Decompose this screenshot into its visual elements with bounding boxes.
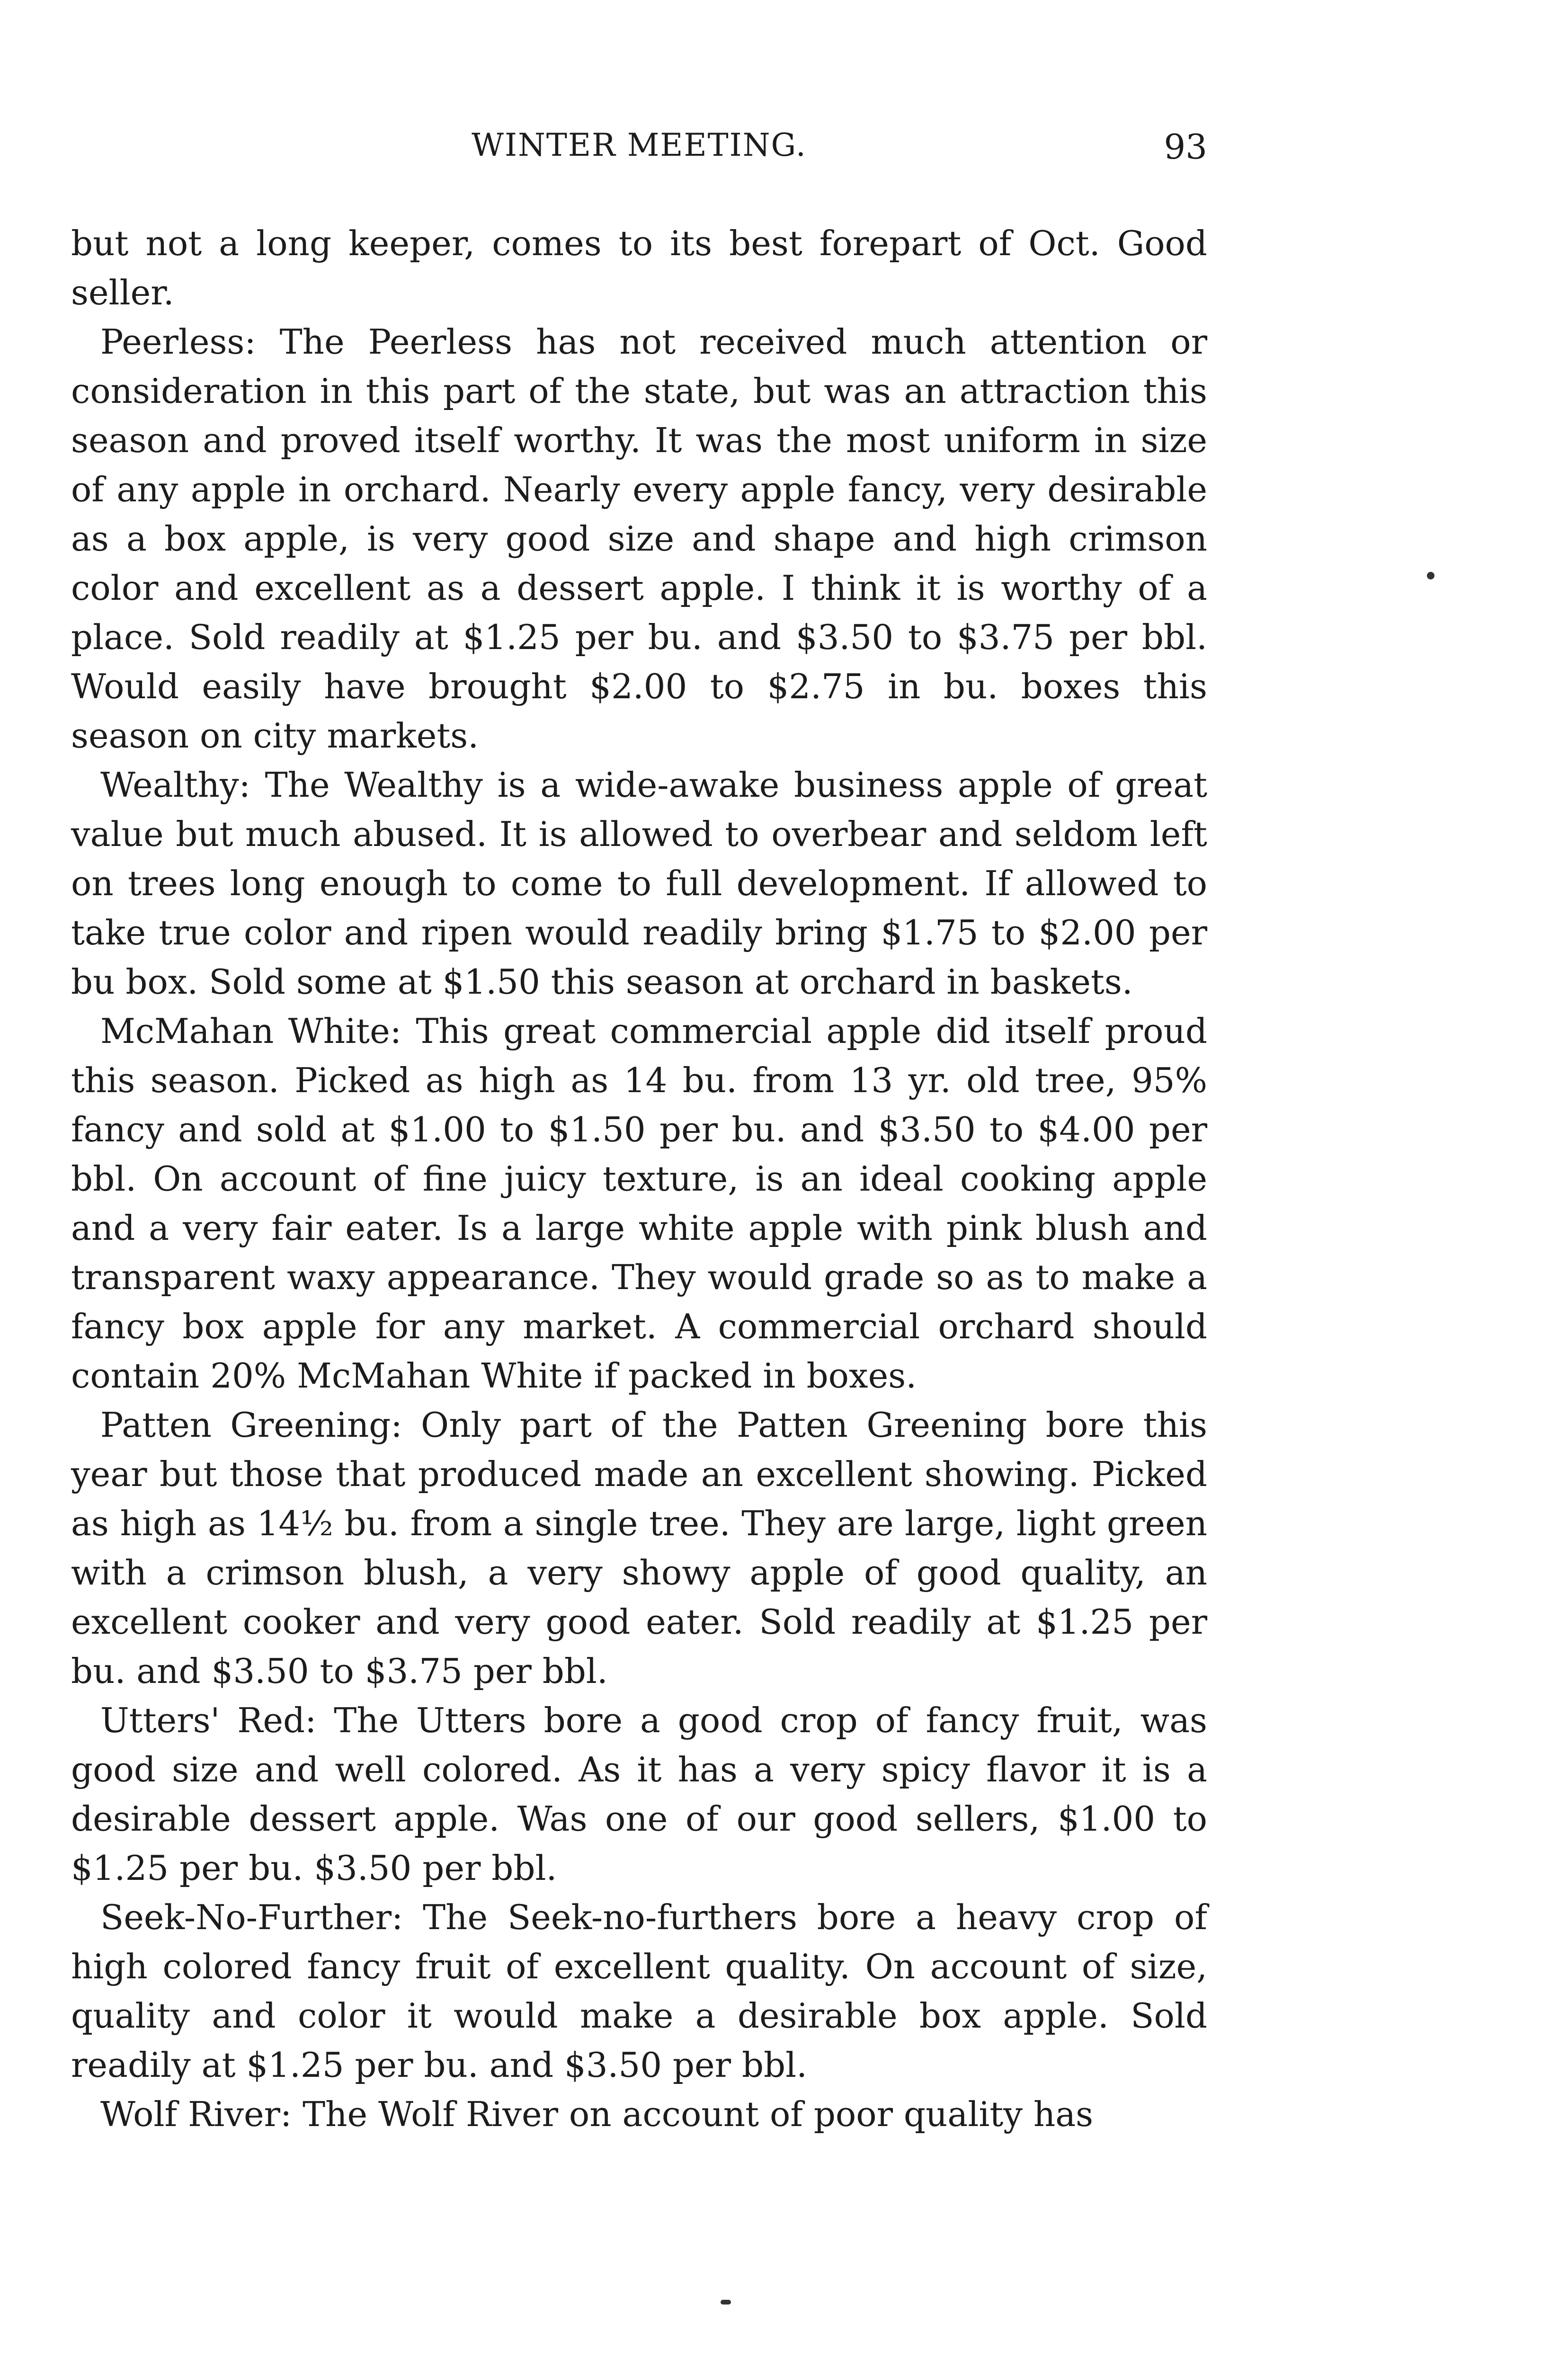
variety-name: Peerless: (100, 322, 256, 362)
running-title: WINTER MEETING. (472, 127, 807, 163)
body-text (71, 219, 1207, 2139)
paragraph-text: The Wolf River on account of poor quality has (292, 2094, 1094, 2134)
paragraph-wolf-river (71, 2090, 1207, 2139)
ink-dash (721, 2300, 731, 2305)
paragraph-text: This great commercial apple did itself proud this season. Picked as high as 14 bu. from 13 yr. old tree, 95% fancy and sold at $1.00 to $1.50 per bu. and $3.50 to $4.00 per bbl. On account of fine juicy texture, is an ideal cooking apple and a very fair eater. Is a large white apple with pink blush and transparent waxy appearance. They would grade so as to make a fancy box apple for any market. A commercial orchard should contain 20% McMahan White if packed in boxes. (71, 1011, 1207, 1396)
paragraph-text: The Peerless has not received much attention or consideration in this part of the state, but was an attraction this season and proved itself worthy. It was the most uniform in size of any apple in orchard. Nearly every apple fancy, very desirable as a box apple, is very good size and shape and high crimson color and excellent as a dessert apple. I think it is worthy of a place. Sold readily at $1.25 per bu. and $3.50 to $3.75 per bbl. Would easily have brought $2.00 to $2.75 in bu. boxes this season on city markets. (71, 322, 1207, 756)
paragraph-peerless (71, 317, 1207, 760)
paragraph-text: The Wealthy is a wide-awake business apple of great value but much abused. It is allowed to overbear and seldom left on trees long enough to come to full development. If allowed to take true color and ripen would readily bring $1.75 to $2.00 per bu box. Sold some at $1.50 this season at orchard in baskets. (71, 765, 1207, 1002)
running-head (71, 127, 1207, 179)
variety-name: Seek-No-Further: (100, 1897, 403, 1937)
paragraph-wealthy (71, 760, 1207, 1006)
paragraph-seek-no-further (71, 1893, 1207, 2090)
paragraph-text: The Seek-no-furthers bore a heavy crop of high colored fancy fruit of excellent quality. On account of size, quality and color it would make a desirable box apple. Sold readily at $1.25 per bu. and $3.50 per bbl. (71, 1897, 1207, 2085)
variety-name: Wolf River: (100, 2094, 292, 2134)
paragraph-text: Only part of the Patten Greening bore this year but those that produced made an excellent showing. Picked as high as 14½ bu. from a single tree. They are large, light green with a crimson blush, a very showy apple of good quality, an excellent cooker and very good eater. Sold readily at $1.25 per bu. and $3.50 to $3.75 per bbl. (71, 1405, 1207, 1691)
variety-name: Utters' Red: (100, 1700, 317, 1740)
paragraph-text: but not a long keeper, comes to its best forepart of Oct. Good seller. (71, 223, 1207, 312)
paragraph-text: The Utters bore a good crop of fancy fruit, was good size and well colored. As it has a very spicy flavor it is a desirable dessert apple. Was one of our good sellers, $1.00 to $1.25 per bu. $3.50 per bbl. (71, 1700, 1208, 1888)
paragraph-utters-red (71, 1696, 1207, 1893)
paragraph-patten-greening (71, 1400, 1207, 1696)
page-number: 93 (1164, 127, 1207, 167)
variety-name: Wealthy: (100, 765, 250, 805)
ink-speck (1427, 572, 1434, 579)
paragraph-continued (71, 219, 1207, 317)
variety-name: Patten Greening: (100, 1405, 402, 1445)
variety-name: McMahan White: (100, 1011, 401, 1051)
paragraph-mcmahan-white (71, 1006, 1207, 1400)
